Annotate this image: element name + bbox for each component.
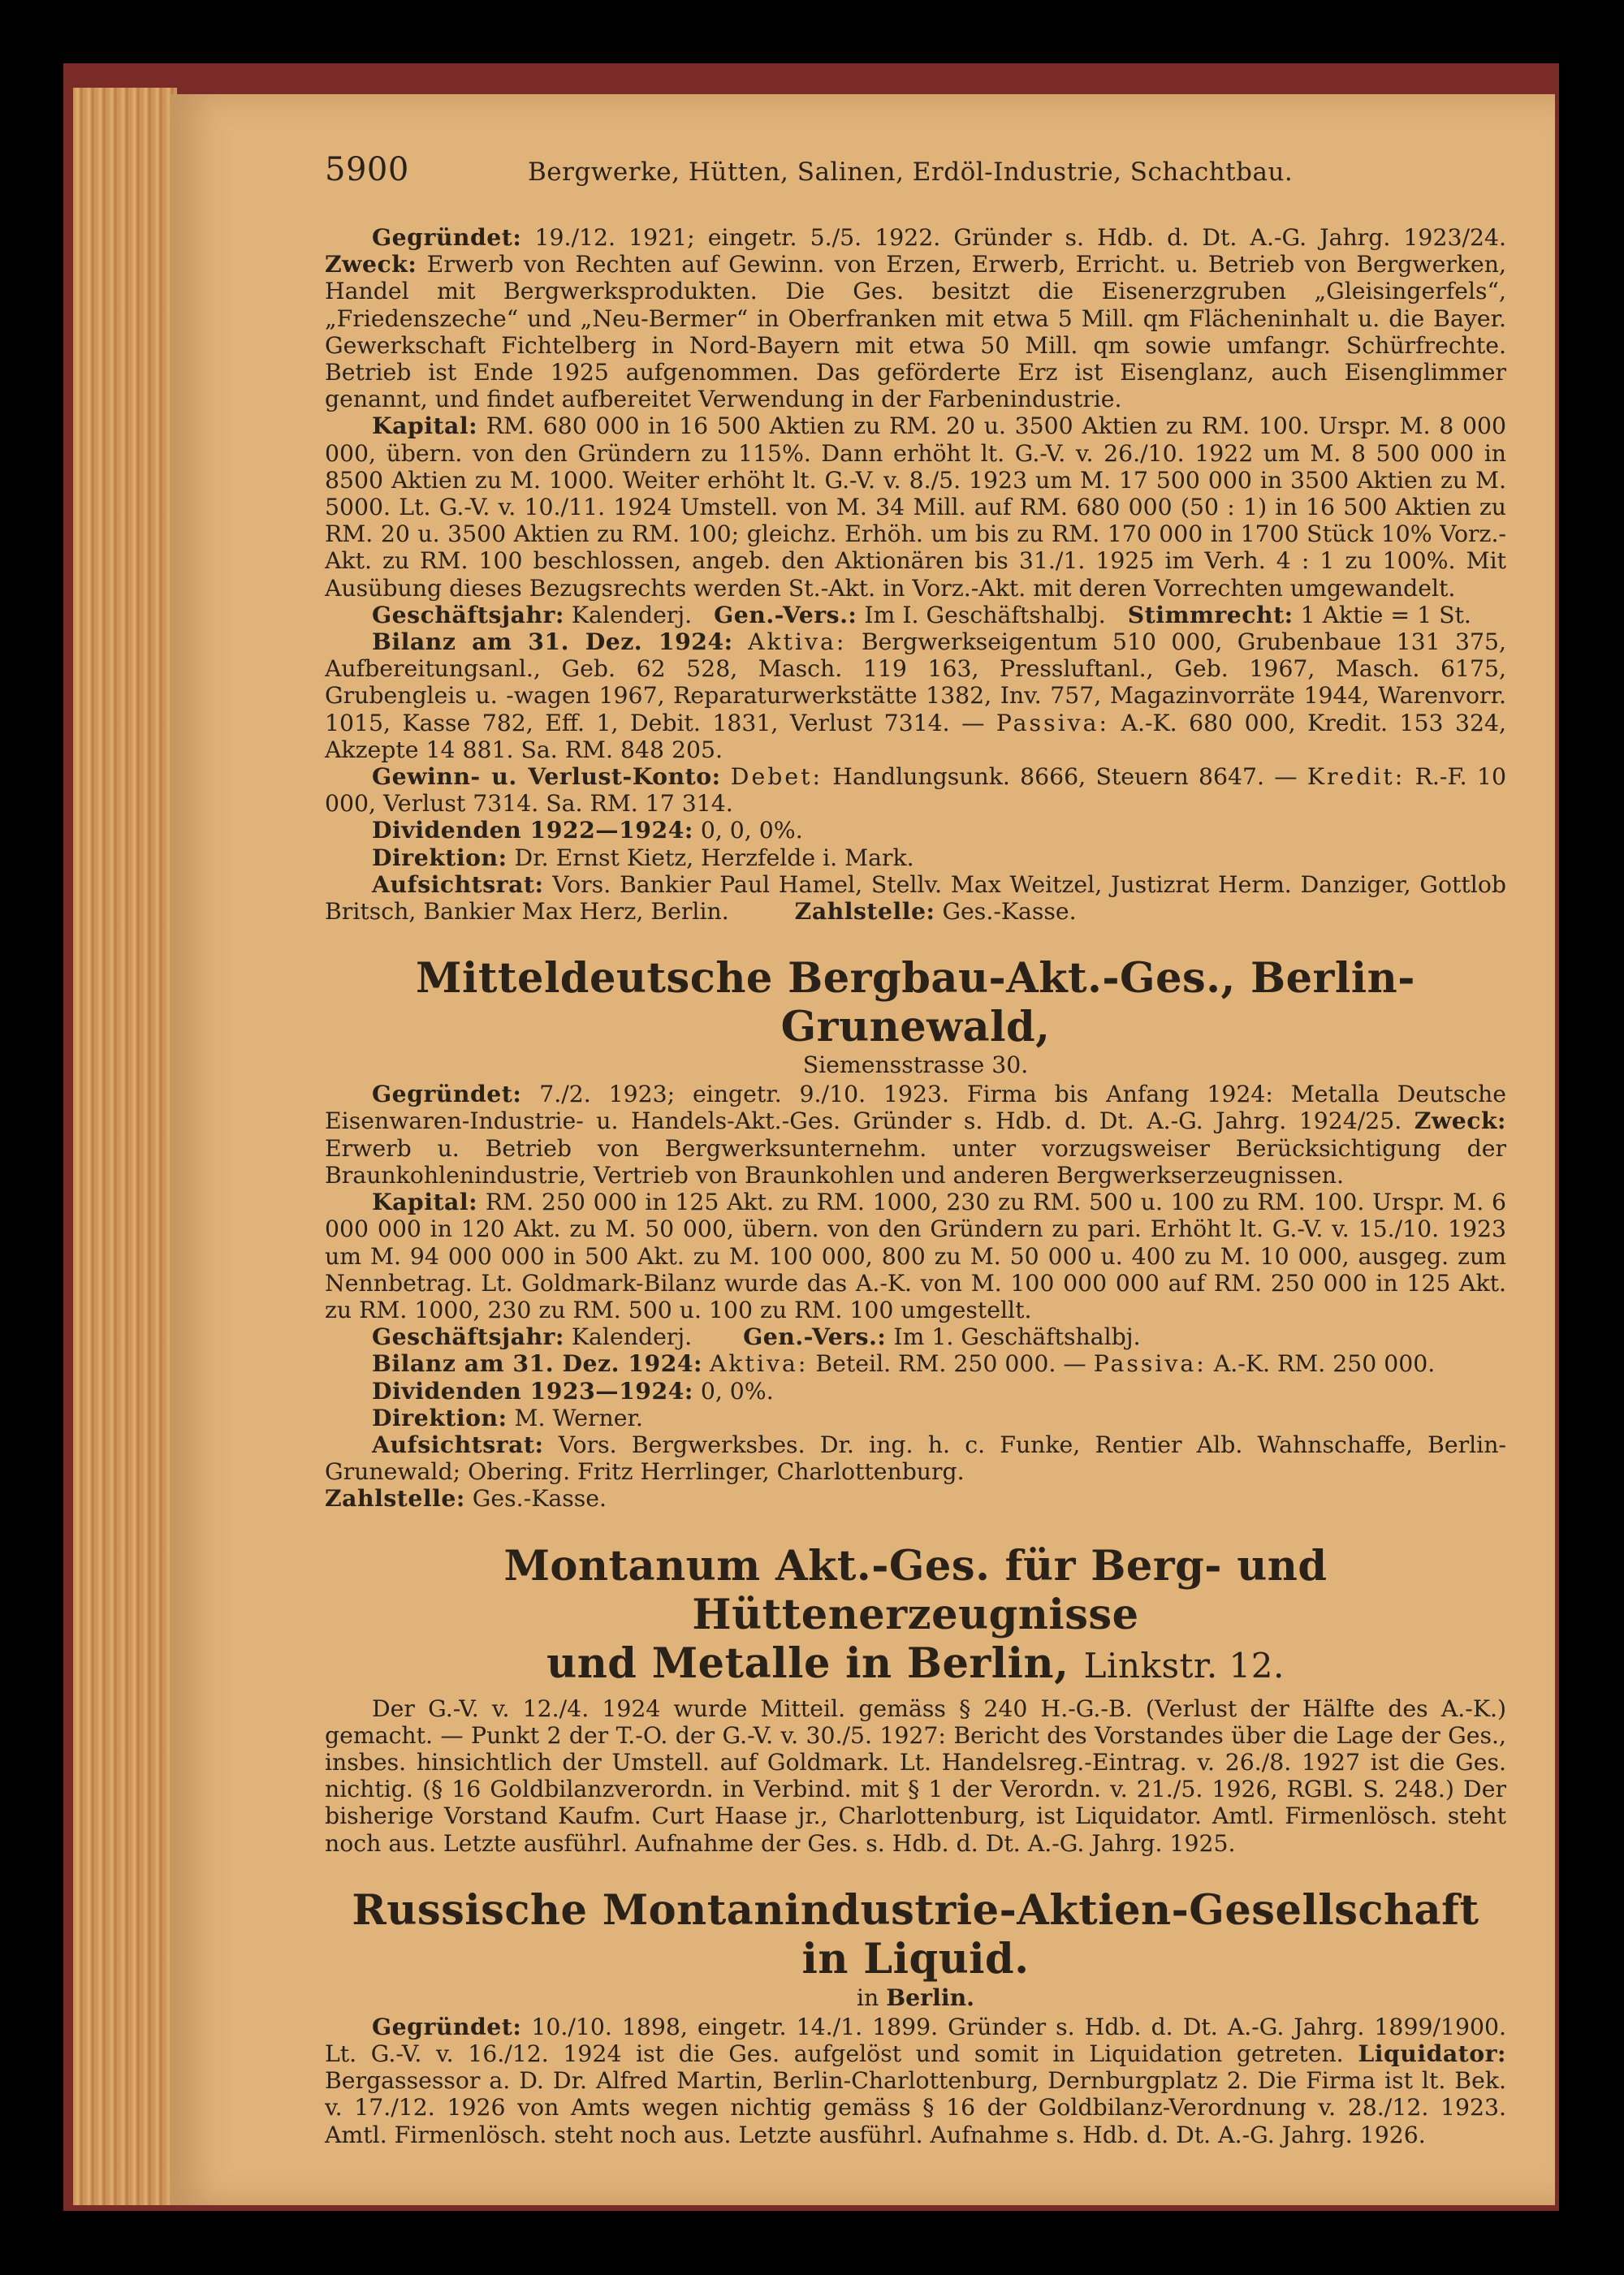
paying-agent-paragraph: Zahlstelle: Ges.-Kasse. [325, 1484, 607, 1513]
dividends-paragraph: Dividenden 1922—1924: 0, 0, 0%. [372, 816, 803, 844]
book-page-edges [73, 88, 177, 2205]
supervisory-board-paragraph: Aufsichtsrat: Vors. Bergwerksbes. Dr. ing. h. c. Funke, Rentier Alb. Wahnschaffe, Berlin-Grunewald; Obering. Fritz Herrlinger, Charlottenburg. [325, 1430, 1506, 1486]
company-location: in Berlin. [856, 1983, 975, 2011]
balance-paragraph: Bilanz am 31. Dez. 1924: Aktiva: Beteil. RM. 250 000. — Passiva: A.-K. RM. 250 000. [372, 1349, 1436, 1378]
founded-paragraph: Gegründet: 19./12. 1921; eingetr. 5./5. 1922. Gründer s. Hdb. d. Dt. A.-G. Jahrg. 1923/24. Zweck: Erwerb von Rechten auf Gewinn. von Erzen, Erwerb, Erricht. u. Betrieb von Bergwerken, Handel mit Bergwerksprodukten. Die Ges. besitzt die Eisenerzgruben „Gleisingerfels“, „Friedenszeche“ und „Neu-Bermer“ in Oberfranken mit etwa 5 Mill. qm Flächeninhalt u. die Bayer. Gewerkschaft Fichtelberg in Nord-Bayern mit etwa 50 Mill. qm sowie umfangr. Schürfrechte. Betrieb ist Ende 1925 aufgenommen. Das geförderte Erz ist Eisenglanz, auch Eisenglimmer genannt, und findet aufbereitet Verwendung in der Farbenindustrie. [325, 223, 1506, 413]
fiscal-year-paragraph: Geschäftsjahr: Kalenderj. Gen.-Vers.: Im 1. Geschäftshalbj. [372, 1323, 1141, 1351]
supervisory-board-paragraph: Aufsichtsrat: Vors. Bankier Paul Hamel, Stellv. Max Weitzel, Justizrat Herm. Danziger, Gottlob Britsch, Bankier Max Herz, Berlin. Zahlstelle: Ges.-Kasse. [325, 870, 1507, 926]
founded-paragraph: Gegründet: 10./10. 1898, eingetr. 14./1. 1899. Gründer s. Hdb. d. Dt. A.-G. Jahrg. 1899/1900. Lt. G.-V. v. 16./12. 1924 ist die Ges. aufgelöst und somit in Liquidation getreten. Liquidator: Bergassessor a. D. Dr. Alfred Martin, Berlin-Charlottenburg, Dernburgplatz 2. Die Firma ist lt. Bek. v. 17./12. 1926 von Amts wegen nichtig gemäss § 16 der Goldbilanz-Verordnung v. 28./12. 1923. Amtl. Firmenlösch. steht noch aus. Letzte ausführl. Aufnahme s. Hdb. d. Dt. A.-G. Jahrg. 1926. [325, 2012, 1506, 2148]
company-address: Linkstr. 12. [1083, 1645, 1285, 1686]
page-content [325, 151, 1506, 2148]
company-entry-3 [325, 1542, 1506, 1857]
profit-loss-paragraph: Gewinn- u. Verlust-Konto: Debet: Handlungsunk. 8666, Steuern 8647. — Kredit: R.-F. 10 000, Verlust 7314. Sa. RM. 17 314. [325, 762, 1506, 818]
capital-paragraph: Kapital: RM. 250 000 in 125 Akt. zu RM. 1000, 230 zu RM. 500 u. 100 zu RM. 100. Urspr. M. 6 000 000 in 120 Akt. zu M. 50 000, übern. von den Gründern zu pari. Erhöht lt. G.-V. v. 15./10. 1923 um M. 94 000 000 in 500 Akt. zu M. 100 000, 800 zu M. 50 000 u. 400 zu M. 10 000, ausgeg. zum Nennbetrag. Lt. Goldmark-Bilanz wurde das A.-K. von M. 100 000 000 auf RM. 250 000 in 125 Akt. zu RM. 1000, 230 zu RM. 500 u. 100 zu RM. 100 umgestellt. [325, 1188, 1506, 1323]
dividends-paragraph: Dividenden 1923—1924: 0, 0%. [372, 1376, 774, 1405]
notice-paragraph: Der G.-V. v. 12./4. 1924 wurde Mitteil. gemäss § 240 H.-G.-B. (Verlust der Hälfte des A.-K.) gemacht. — Punkt 2 der T.-O. der G.-V. v. 30./5. 1927: Bericht des Vorstandes über die Lage der Ges., insbes. hinsichtlich der Umstell. auf Goldmark. Lt. Handelsreg.-Eintrag. v. 26./8. 1927 ist die Ges. nichtig. (§ 16 Goldbilanzverordn. in Verbind. mit § 1 der Verordn. v. 21./5. 1926, RGBl. S. 248.) Der bisherige Vorstand Kaufm. Curt Haase jr., Charlottenburg, ist Liquidator. Amtl. Firmenlösch. steht noch aus. Letzte ausführl. Aufnahme der Ges. s. Hdb. d. Dt. A.-G. Jahrg. 1925. [325, 1694, 1506, 1857]
book-page [171, 94, 1555, 2205]
company-entry-2 [325, 954, 1506, 1512]
company-entry-1 [325, 224, 1506, 925]
company-title-line-1: Montanum Akt.-Ges. für Berg- und Hüttenerzeugnisse [503, 1541, 1328, 1639]
running-title: Bergwerke, Hütten, Salinen, Erdöl-Industrie, Schachtbau. [528, 158, 1294, 187]
founded-paragraph: Gegründet: 7./2. 1923; eingetr. 9./10. 1923. Firma bis Anfang 1924: Metalla Deutsche Eisenwaren-Industrie- u. Handels-Akt.-Ges. Gründer s. Hdb. d. Dt. A.-G. Jahrg. 1924/25. Zweck: Erwerb u. Betrieb von Bergwerksunternehm. unter vorzugsweiser Berücksichtigung der Braunkohlenindustrie, Vertrieb von Braunkohlen und anderen Bergwerkserzeugnissen. [325, 1080, 1507, 1189]
company-title: Mitteldeutsche Bergbau-Akt.-Ges., Berlin-Grunewald, [416, 954, 1415, 1052]
company-entry-4 [325, 1886, 1506, 2148]
management-paragraph: Direktion: Dr. Ernst Kietz, Herzfelde i. Mark. [372, 843, 914, 871]
running-header [325, 151, 1506, 188]
company-address: Siemensstrasse 30. [802, 1051, 1029, 1079]
company-title: Russische Montanindustrie-Aktien-Gesellschaft in Liquid. [352, 1885, 1479, 1984]
fiscal-year-paragraph: Geschäftsjahr: Kalenderj. Gen.-Vers.: Im I. Geschäftshalbj. Stimmrecht: 1 Aktie = 1 St. [372, 600, 1471, 628]
management-paragraph: Direktion: M. Werner. [372, 1403, 643, 1431]
page-number: 5900 [325, 151, 409, 188]
balance-paragraph: Bilanz am 31. Dez. 1924: Aktiva: Bergwerkseigentum 510 000, Grubenbaue 131 375, Aufbereitungsanl., Geb. 62 528, Masch. 119 163, Pressluftanl., Geb. 1967, Masch. 6175, Grubengleis u. -wagen 1967, Reparaturwerkstätte 1382, Inv. 757, Magazinvorräte 1944, Warenvorr. 1015, Kasse 782, Eff. 1, Debit. 1831, Verlust 7314. — Passiva: A.-K. 680 000, Kredit. 153 324, Akzepte 14 881. Sa. RM. 848 205. [325, 628, 1507, 763]
company-title-line-2: und Metalle in Berlin, Linkstr. 12. [546, 1638, 1285, 1688]
capital-paragraph: Kapital: RM. 680 000 in 16 500 Aktien zu RM. 20 u. 3500 Aktien zu RM. 100. Urspr. M. 8 000 000, übern. von den Gründern zu 115%. Dann erhöht lt. G.-V. v. 26./10. 1922 um M. 8 500 000 in 8500 Aktien zu M. 1000. Weiter erhöht lt. G.-V. v. 8./5. 1923 um M. 17 500 000 in 3500 Aktien zu M. 5000. Lt. G.-V. v. 10./11. 1924 Umstell. von M. 34 Mill. auf RM. 680 000 (50 : 1) in 16 500 Aktien zu RM. 20 u. 3500 Aktien zu RM. 100; gleichz. Erhöh. um bis zu RM. 170 000 in 1700 Stück 10% Vorz.-Akt. zu RM. 100 beschlossen, angeb. den Aktionären bis 31./1. 1925 im Verh. 4 : 1 zu 100%. Mit Ausübung dieses Bezugsrechts werden St.-Akt. in Vorz.-Akt. mit deren Vorrechten umgewandelt. [325, 412, 1506, 602]
